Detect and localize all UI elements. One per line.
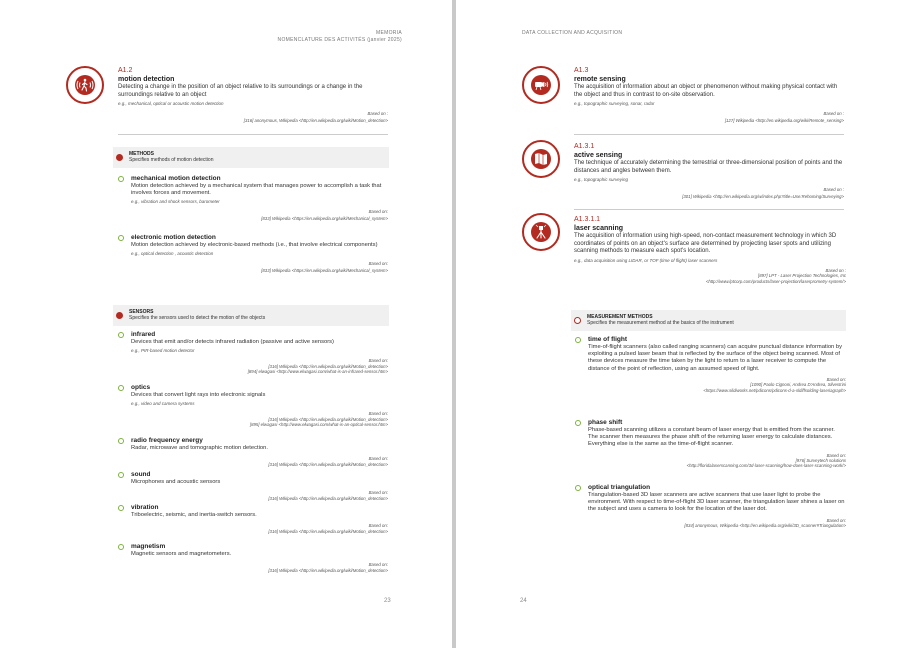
entry-a1-3 xyxy=(574,66,844,123)
item-title: magnetism xyxy=(131,543,166,550)
sensors-subtitle: Specifies the sensors used to detect the motion of the objects xyxy=(129,315,266,321)
item-ref-label: Based on: xyxy=(368,562,388,568)
entry-ref-2: <http://www.lptcorp.com/products/laser-projection/laserprometry-system/> xyxy=(705,278,846,284)
item-ref-label: Based on: xyxy=(826,452,846,458)
entry-a1-2 xyxy=(118,66,388,123)
entry-code: A1.3 xyxy=(574,67,589,74)
circle-bullet-icon xyxy=(575,420,581,426)
item-description: Motion detection achieved by electronic-based methods (i.e., that involve electrical components) xyxy=(131,242,378,248)
item-example: e.g., PIR-based motion detector xyxy=(131,348,195,354)
item-ref-label: Based on: xyxy=(368,209,388,215)
methods-subtitle: Specifies methods of motion detection xyxy=(129,157,214,163)
item-description: Microphones and acoustic sensors xyxy=(131,479,221,485)
item-description: Time-of-flight scanners (also called ranging scanners) can acquire punctual distance information by exploiting a pulsed laser beam that is reflected by the surface of the object being scanned. Most of these devices measure the time taken by the light to return to a laser receiver to compute the distance of the point of reflection, using an assumed speed of light. xyxy=(588,344,843,372)
item-example: e.g., video and camera systems xyxy=(131,401,195,407)
item-title: optical triangulation xyxy=(588,484,651,491)
methods-band xyxy=(113,147,389,168)
circle-bullet-icon xyxy=(118,438,124,444)
item-ref-2: [895] elwagasi <http://www.elwagasi.com/what-is-an-optical-sensor.htm> xyxy=(249,422,388,428)
item-description: Devices that convert light rays into electronic signals xyxy=(131,392,266,398)
item-title: sound xyxy=(131,471,151,478)
measurement-title: MEASUREMENT METHODS xyxy=(587,314,653,320)
item-ref: [316] Wikipedia <http://en.wikipedia.org/wiki/Motion_detection> xyxy=(268,363,388,369)
entry-description: The acquisition of information using high-speed, non-contact measurement technology in which 3D coordinates of points on an object's surface are determined by projecting laser spots and utilizing scanning methods to measure each spot's location. xyxy=(574,233,837,255)
item-ref-label: Based on: xyxy=(368,261,388,267)
item-ref-2: <http://floridalaserscanning.com/3d-laser-scanning/how-does-laser-scanning-work/> xyxy=(686,463,846,469)
circle-bullet-icon xyxy=(575,485,581,491)
motion-detection-icon xyxy=(66,66,104,104)
methods-title: METHODS xyxy=(129,151,154,157)
sensor-item xyxy=(131,471,388,501)
entry-code: A1.3.1 xyxy=(574,143,595,150)
circle-bullet-icon xyxy=(118,385,124,391)
entry-ref-label: Based on : xyxy=(823,111,844,117)
item-example: e.g., optical detection , acoustic detection xyxy=(131,251,214,257)
item-ref: [976] Surveytech solutions xyxy=(795,458,846,464)
divider xyxy=(574,209,844,210)
entry-title: remote sensing xyxy=(574,76,626,83)
circle-bullet-icon xyxy=(118,235,124,241)
item-title: infrared xyxy=(131,331,156,338)
entry-code: A1.2 xyxy=(118,67,133,74)
item-ref-label: Based on: xyxy=(368,523,388,529)
page-number: 24 xyxy=(520,598,527,604)
section-ring-icon xyxy=(574,317,581,324)
remote-sensing-icon xyxy=(522,66,560,104)
measurement-item xyxy=(588,419,846,469)
sensor-item xyxy=(131,437,388,467)
item-ref: [833] Wikipedia <https://en.wikipedia.org/wiki/Mechanical_system> xyxy=(261,267,388,273)
item-description: Magnetic sensors and magnetometers. xyxy=(131,551,232,557)
method-item xyxy=(131,175,388,221)
divider xyxy=(574,134,844,135)
item-ref-2: <https://www.sildiworks.net/pdicons/pdicons-d-a-sldiffsolding-laseriagraph> xyxy=(703,387,846,393)
item-description: Phase-based scanning utilizes a constant beam of laser energy that is emitted from the scanner. The scanner then measures the phase shift of the returning laser energy to calculate distances. Everything else is the same as the time-of-flight scanner. xyxy=(588,427,835,448)
circle-bullet-icon xyxy=(118,472,124,478)
item-ref-2: [894] elwagasi <http://www.elwagasi.com/what-is-an-infrared-sensor.htm> xyxy=(247,369,388,375)
circle-bullet-icon xyxy=(575,337,581,343)
item-ref: [316] Wikipedia <http://en.wikipedia.org/wiki/Motion_detection> xyxy=(268,495,388,501)
entry-ref: [301] Wikipedia <http://en.wikipedia.org/w/index.php?title=Use:Rehoming/Surveying> xyxy=(682,193,844,199)
item-example: e.g., vibration and shock sensors, barometer xyxy=(131,199,220,205)
measurement-item xyxy=(588,336,846,393)
entry-a1-3-1 xyxy=(574,142,844,199)
entry-ref: [127] Wikipedia <http://en.wikipedia.org/wiki/Remote_sensing> xyxy=(724,117,844,123)
page-number: 23 xyxy=(384,598,391,604)
circle-bullet-icon xyxy=(118,176,124,182)
entry-ref-label: Based on : xyxy=(823,187,844,193)
item-description: Triboelectric, seismic, and inertia-switch sensors. xyxy=(131,512,257,518)
item-description: Triangulation-based 3D laser scanners are active scanners that use laser light to probe the environment. With respect to time-of-flight 3D laser scanner, the triangulation laser shines a laser on the subject and uses a camera to look for the location of the laser dot. xyxy=(588,492,845,513)
item-ref-label: Based on: xyxy=(368,358,388,364)
sensor-item xyxy=(131,504,388,534)
item-title: vibration xyxy=(131,504,159,511)
section-bullet-icon xyxy=(116,312,123,319)
item-ref-label: Based on: xyxy=(368,411,388,417)
item-description: Motion detection achieved by a mechanical system that manages power to accomplish a task that involves forces and movement. xyxy=(131,183,382,197)
entry-ref: [316] anonymous, Wikipedia <http://en.wikipedia.org/wiki/Motion_detection> xyxy=(243,117,388,123)
entry-description: The acquisition of information about an object or phenomenon without making physical contact with the object and thus in contrast to on-site observation. xyxy=(574,84,838,98)
circle-bullet-icon xyxy=(118,505,124,511)
item-title: time of flight xyxy=(588,336,627,343)
entry-title: laser scanning xyxy=(574,225,624,232)
measurement-band xyxy=(571,310,846,331)
entry-example: e.g., topographic surveying, sonar, radar xyxy=(574,101,655,107)
entry-a1-3-1-1 xyxy=(574,215,846,284)
item-ref: [316] Wikipedia <http://en.wikipedia.org/wiki/Motion_detection> xyxy=(268,416,388,422)
item-ref: [834] anonymous, Wikipedia <http://en.wikipedia.org/wiki/3D_scanner#Triangulation> xyxy=(684,523,846,529)
item-ref-label: Based on: xyxy=(826,517,846,523)
header-title: MEMORIA xyxy=(376,30,402,36)
entry-ref-label: Based on : xyxy=(825,267,846,273)
measurement-item xyxy=(588,484,846,528)
item-ref: [833] Wikipedia <https://en.wikipedia.org/wiki/Mechanical_system> xyxy=(261,215,388,221)
entry-description: The technique of accurately determining the terrestrial or three-dimensional position of points and the distances and angles between them. xyxy=(574,160,843,174)
item-title: phase shift xyxy=(588,419,623,426)
section-bullet-icon xyxy=(116,154,123,161)
item-ref-label: Based on: xyxy=(368,456,388,462)
sensor-item xyxy=(131,331,388,374)
entry-example: e.g., topographic surveying xyxy=(574,177,629,183)
item-ref: [316] Wikipedia <http://en.wikipedia.org/wiki/Motion_detection> xyxy=(268,567,388,573)
item-title: electronic motion detection xyxy=(131,234,216,241)
item-ref: [316] Wikipedia <http://en.wikipedia.org/wiki/Motion_detection> xyxy=(268,528,388,534)
sensor-item xyxy=(131,384,388,427)
entry-ref: [897] LPT - Laser Projection Technologies, Inc xyxy=(758,273,846,279)
sensors-title: SENSORS xyxy=(129,309,154,315)
method-item xyxy=(131,234,388,273)
entry-title: motion detection xyxy=(118,76,175,83)
sensor-item xyxy=(131,543,388,573)
item-description: Radar, microwave and tomographic motion detection. xyxy=(131,445,268,451)
measurement-subtitle: Specifies the measurement method at the basics of the instrument xyxy=(587,320,734,326)
right-running-header: DATA COLLECTION AND ACQUISITION xyxy=(522,30,623,36)
map-survey-icon xyxy=(522,140,560,178)
item-title: mechanical motion detection xyxy=(131,175,221,182)
entry-example: e.g., data acquisition using LIDAR, or TOF (time of flight) laser scanners xyxy=(574,257,718,263)
item-ref-label: Based on: xyxy=(826,376,846,382)
circle-bullet-icon xyxy=(118,332,124,338)
sensors-band xyxy=(113,305,389,326)
entry-ref-label: Based on : xyxy=(367,111,388,117)
item-title: optics xyxy=(131,384,151,391)
item-title: radio frequency energy xyxy=(131,437,203,444)
entry-description: Detecting a change in the position of an object relative to its surroundings or a change in the surroundings relative to an object xyxy=(118,84,363,98)
right-page xyxy=(456,0,906,648)
left-page xyxy=(0,0,452,648)
item-ref-label: Based on: xyxy=(368,490,388,496)
laser-scanner-icon xyxy=(522,213,560,251)
entry-title: active sensing xyxy=(574,152,623,159)
item-ref: [1090] Paolo Cignoni, Andrea D'Andrea, Silvestrini xyxy=(750,382,846,388)
circle-bullet-icon xyxy=(118,544,124,550)
item-ref: [316] Wikipedia <http://en.wikipedia.org/wiki/Motion_detection> xyxy=(268,461,388,467)
item-description: Devices that emit and/or detects infrared radiation (passive and active sensors) xyxy=(131,339,334,345)
entry-example: e.g., mechanical, optical or acoustic motion detection xyxy=(118,101,224,107)
divider xyxy=(118,134,388,135)
left-running-header xyxy=(278,30,402,44)
header-subtitle: NOMENCLATURE DES ACTIVITÉS (janvier 2025) xyxy=(277,37,402,43)
entry-code: A1.3.1.1 xyxy=(574,216,601,223)
